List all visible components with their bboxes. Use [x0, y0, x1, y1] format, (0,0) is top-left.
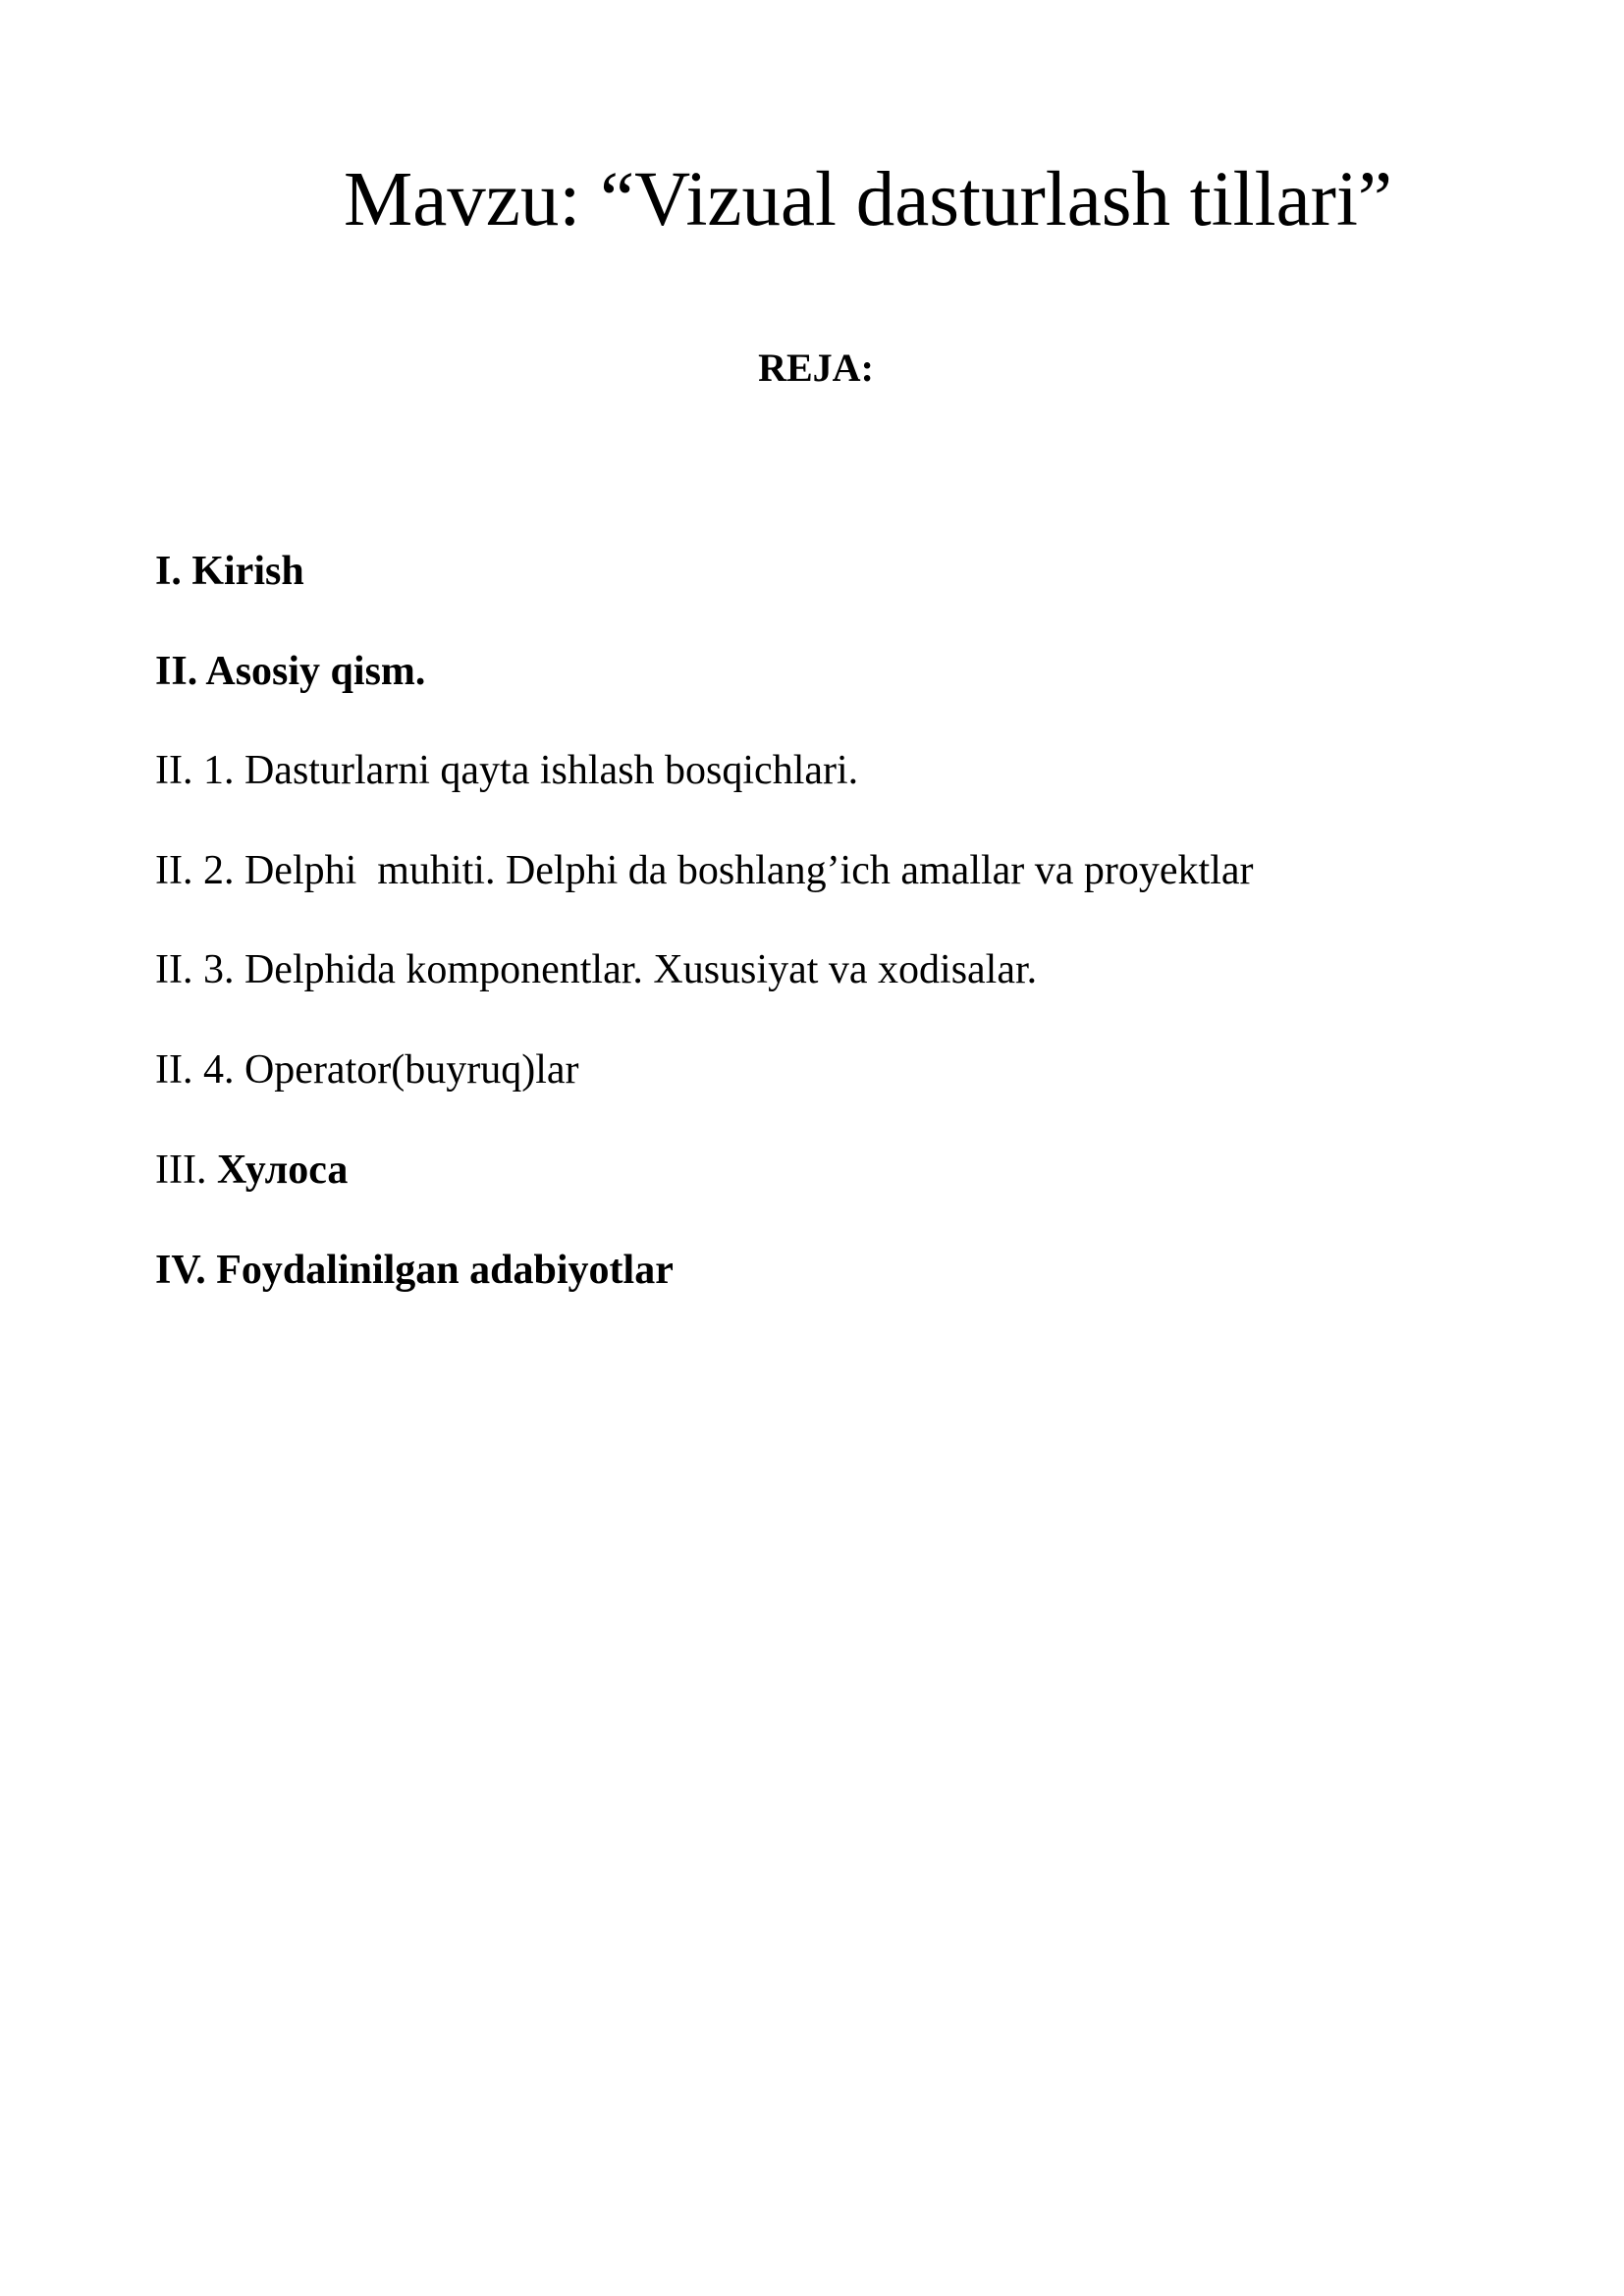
plan-item-asosiy-qism [155, 648, 425, 695]
plan-item-text: IV. Foydalinilgan adabiyotlar [155, 1248, 674, 1293]
plan-item-2-4 [155, 1046, 578, 1094]
plan-item-2-2 [155, 847, 1254, 894]
plan-item-prefix: III. [155, 1148, 217, 1193]
plan-item-text: II. Asosiy qism. [155, 649, 426, 694]
plan-item-xulosa [155, 1147, 348, 1194]
plan-item-adabiyotlar [155, 1247, 674, 1294]
plan-item-text: II. 3. Delphida komponentlar. Xususiyat va xodisalar. [155, 947, 1038, 992]
plan-item-2-1 [155, 747, 858, 794]
plan-item-text: Хулоса [216, 1148, 349, 1193]
plan-item-2-3 [155, 946, 1037, 993]
plan-item-kirish [155, 548, 304, 595]
plan-item-text: II. 2. Delphi muhiti. Delphi da boshlang’ich amallar va proyektlar [155, 848, 1254, 893]
plan-item-text: II. 4. Operator(buyruq)lar [155, 1047, 579, 1093]
plan-heading: REJA: [758, 346, 874, 390]
plan-item-text: II. 1. Dasturlarni qayta ishlash bosqichlari. [155, 748, 859, 793]
plan-item-text: I. Kirish [155, 549, 304, 594]
page-title: Mavzu: “Vizual dasturlash tillari” [344, 157, 1392, 242]
